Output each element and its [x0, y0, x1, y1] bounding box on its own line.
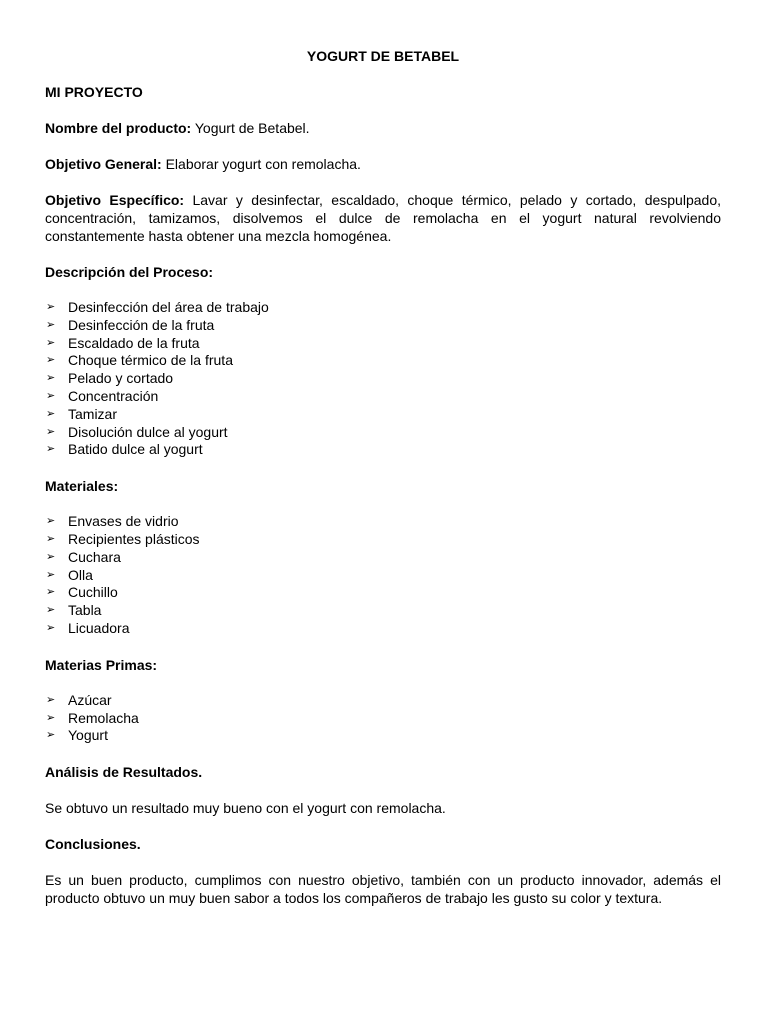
- list-item: [45, 710, 721, 728]
- list-item-text: Envases de vidrio: [68, 513, 179, 530]
- specific-objective-paragraph: [45, 191, 721, 245]
- arrow-bullet-icon: ➢: [46, 586, 56, 599]
- arrow-bullet-icon: ➢: [46, 729, 56, 742]
- document-title: YOGURT DE BETABEL: [306, 48, 460, 64]
- list-item-text: Cuchillo: [68, 584, 118, 601]
- raw-materials-heading: Materias Primas:: [45, 656, 158, 673]
- list-item-text: Tamizar: [68, 405, 118, 422]
- arrow-bullet-icon: ➢: [46, 604, 56, 617]
- list-item-text: Desinfección del área de trabajo: [68, 299, 269, 315]
- product-name-paragraph: [45, 119, 721, 137]
- general-objective-label: Objetivo General:: [45, 156, 162, 172]
- list-item-text: Choque térmico de la fruta: [68, 352, 233, 369]
- arrow-bullet-icon: ➢: [46, 711, 56, 724]
- list-item: [45, 727, 721, 745]
- list-item: [45, 441, 721, 459]
- list-item-text: Yogurt: [68, 727, 108, 744]
- arrow-bullet-icon: ➢: [46, 532, 56, 545]
- results-heading: Análisis de Resultados.: [45, 764, 203, 781]
- list-item-text: Recipientes plásticos: [68, 530, 200, 547]
- results-paragraph: Se obtuvo un resultado muy bueno con el yogurt con remolacha.: [45, 800, 446, 817]
- arrow-bullet-icon: ➢: [46, 515, 56, 528]
- list-item-text: Licuadora: [68, 619, 130, 636]
- process-list: [45, 299, 721, 459]
- arrow-bullet-icon: ➢: [46, 301, 56, 313]
- process-heading: Descripción del Proceso:: [45, 264, 214, 280]
- list-item-text: Remolacha: [68, 709, 139, 726]
- list-item: [45, 620, 721, 638]
- list-item: [45, 370, 721, 388]
- list-item: [45, 584, 721, 602]
- raw-materials-list: [45, 692, 721, 745]
- conclusions-paragraph: Es un buen producto, cumplimos con nuestro objetivo, también con un producto innovador, además el producto obtuvo un muy buen sabor a todos los compañeros de trabajo les gusto su color y textura.: [45, 872, 721, 907]
- list-item: [45, 335, 721, 353]
- list-item-text: Cuchara: [68, 548, 121, 565]
- list-item-text: Concentración: [68, 387, 159, 404]
- materials-heading: Materiales:: [45, 478, 119, 495]
- list-item-text: Tabla: [68, 602, 102, 619]
- arrow-bullet-icon: ➢: [46, 354, 56, 367]
- list-item: [45, 567, 721, 585]
- arrow-bullet-icon: ➢: [46, 425, 56, 438]
- list-item-text: Escaldado de la fruta: [68, 334, 200, 351]
- list-item-text: Desinfección de la fruta: [68, 316, 215, 333]
- list-item-text: Olla: [68, 566, 93, 583]
- conclusions-heading: Conclusiones.: [45, 836, 141, 853]
- list-item: [45, 388, 721, 406]
- list-item: [45, 602, 721, 620]
- arrow-bullet-icon: ➢: [46, 336, 56, 349]
- product-name-label: Nombre del producto:: [45, 120, 192, 136]
- list-item-text: Batido dulce al yogurt: [68, 441, 203, 458]
- list-item: [45, 513, 721, 531]
- arrow-bullet-icon: ➢: [46, 621, 56, 634]
- specific-objective-value: Lavar y desinfectar, escaldado, choque térmico, pelado y cortado, despulpado, concentración, tamizamos, disolvemos el dulce de remolacha en el yogurt natural revolviendo constantemente hasta obtener una mezcla homogénea.: [45, 192, 721, 244]
- list-item: [45, 317, 721, 335]
- project-heading: MI PROYECTO: [45, 84, 143, 100]
- list-item-text: Pelado y cortado: [68, 370, 174, 387]
- list-item: [45, 299, 721, 317]
- document-page: [45, 47, 721, 907]
- list-item-text: Disolución dulce al yogurt: [68, 423, 228, 440]
- list-item-text: Azúcar: [68, 691, 112, 708]
- arrow-bullet-icon: ➢: [46, 550, 56, 563]
- arrow-bullet-icon: ➢: [46, 372, 56, 385]
- list-item: [45, 549, 721, 567]
- arrow-bullet-icon: ➢: [46, 407, 56, 420]
- list-item: [45, 531, 721, 549]
- list-item: [45, 424, 721, 442]
- general-objective-paragraph: [45, 155, 721, 173]
- arrow-bullet-icon: ➢: [46, 443, 56, 456]
- arrow-bullet-icon: ➢: [46, 389, 56, 402]
- materials-list: [45, 513, 721, 638]
- list-item: [45, 352, 721, 370]
- specific-objective-label: Objetivo Específico:: [45, 192, 185, 208]
- arrow-bullet-icon: ➢: [46, 318, 56, 331]
- product-name-value: Yogurt de Betabel.: [191, 120, 310, 136]
- list-item: [45, 406, 721, 424]
- list-item: [45, 692, 721, 710]
- arrow-bullet-icon: ➢: [46, 693, 56, 706]
- arrow-bullet-icon: ➢: [46, 568, 56, 581]
- general-objective-value: Elaborar yogurt con remolacha.: [161, 156, 361, 172]
